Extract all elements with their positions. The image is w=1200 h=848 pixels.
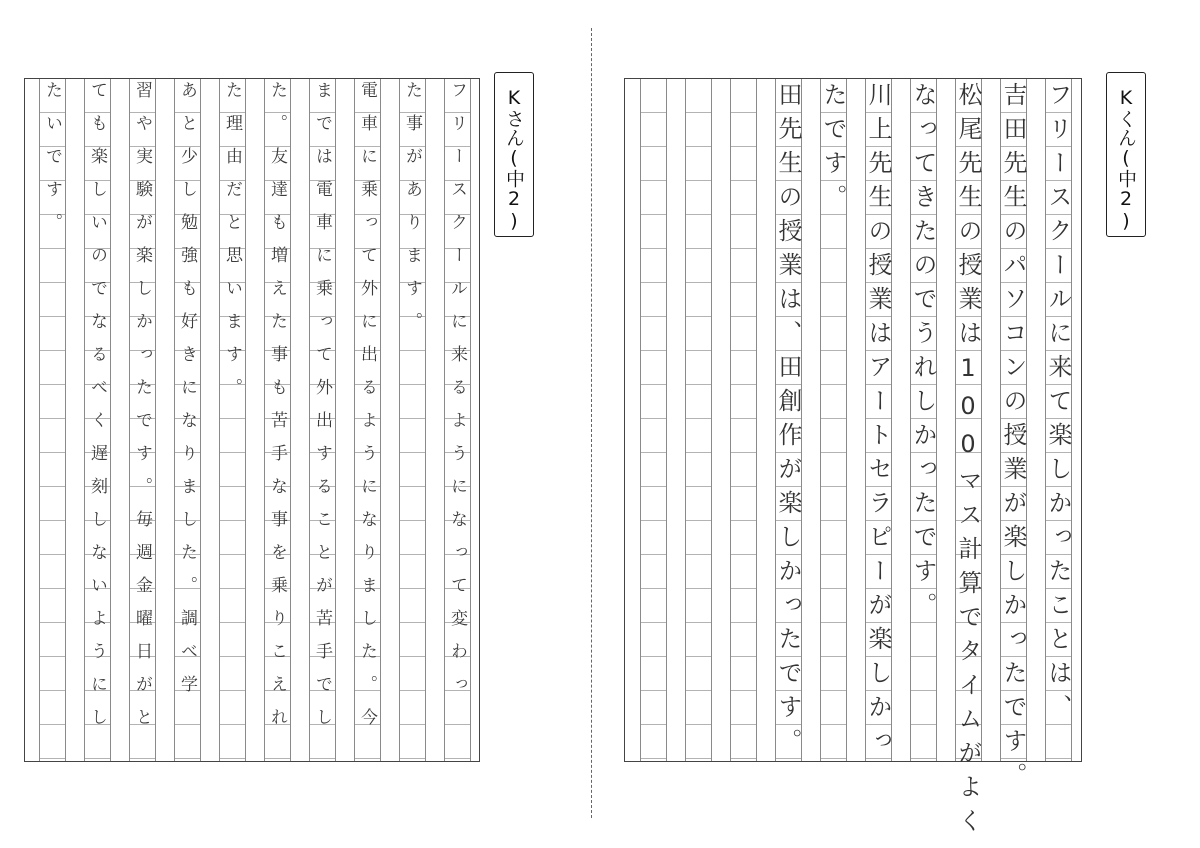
manuscript-column xyxy=(129,79,156,761)
manuscript-column xyxy=(865,79,892,761)
author-label-left xyxy=(494,72,534,237)
column-text: 電車に乗って外に出るようになりました。今 xyxy=(357,81,377,741)
column-text: 川上先生の授業はアートセラピーが楽しかっ xyxy=(864,82,892,762)
manuscript-column xyxy=(399,79,426,761)
manuscript-sheet-right xyxy=(624,78,1082,842)
column-text: なってきたのでうれしかったです。 xyxy=(909,82,937,626)
manuscript-column xyxy=(999,79,1027,796)
column-text: たです。 xyxy=(819,82,847,218)
manuscript-column xyxy=(775,79,802,761)
manuscript-column xyxy=(84,79,111,761)
manuscript-column xyxy=(820,79,847,761)
manuscript-column xyxy=(640,79,667,761)
manuscript-sheet-left xyxy=(24,78,480,762)
column-text: までは電車に乗って外出することが苦手でし xyxy=(312,81,332,741)
column-text: 田先生の授業は、田創作が楽しかったです。 xyxy=(774,82,802,762)
column-text: たいです。 xyxy=(42,81,62,246)
manuscript-column xyxy=(954,79,982,842)
column-text: 松尾先生の授業は100マス計算でタイムがよく xyxy=(954,82,982,842)
manuscript-column xyxy=(730,79,757,761)
manuscript-column xyxy=(354,79,381,761)
column-text: フリースクールに来るようになって変わっ xyxy=(447,81,467,708)
author-name: Kくん(中2) xyxy=(1115,87,1137,232)
manuscript-column xyxy=(309,79,336,761)
manuscript-column xyxy=(685,79,712,761)
column-text: 吉田先生のパソコンの授業が楽しかったです。 xyxy=(999,82,1027,796)
manuscript-column xyxy=(1045,79,1072,761)
manuscript-column xyxy=(219,79,246,761)
manuscript-column xyxy=(910,79,937,761)
author-label-right xyxy=(1106,72,1146,237)
column-text: ても楽しいのでなるべく遅刻しないようにし xyxy=(87,81,107,741)
column-text: た。友達も増えた事も苦手な事を乗りこえれ xyxy=(267,81,287,741)
column-text: フリースクールに来て楽しかったことは、 xyxy=(1044,82,1072,728)
column-text: た事があります。 xyxy=(402,81,422,345)
manuscript-column xyxy=(444,79,471,761)
column-text: あと少し勉強も好きになりました。調べ学 xyxy=(177,81,197,708)
column-text: 習や実験が楽しかったです。毎週金曜日がと xyxy=(132,81,152,741)
center-fold-dashed-line xyxy=(591,28,592,818)
manuscript-column xyxy=(174,79,201,761)
manuscript-column xyxy=(39,79,66,761)
author-name: Kさん(中2) xyxy=(503,87,525,232)
manuscript-column xyxy=(264,79,291,761)
column-text: た理由だと思います。 xyxy=(222,81,242,411)
